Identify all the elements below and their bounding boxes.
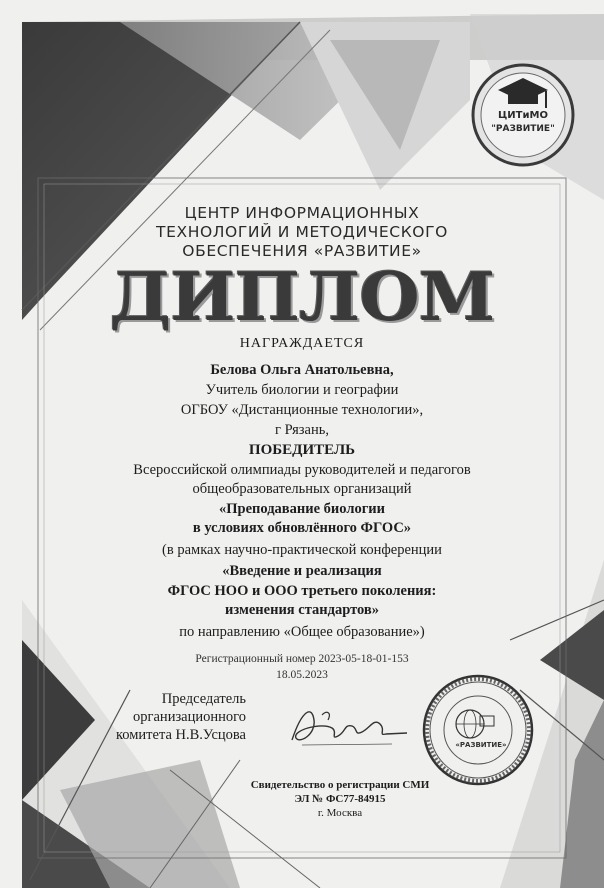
- logo-text-line2: "РАЗВИТИЕ": [491, 124, 555, 134]
- award-direction: по направлению «Общее образование»): [179, 624, 425, 640]
- award-topic-line2: в условиях обновлённого ФГОС»: [192, 520, 412, 536]
- signature: [282, 700, 412, 755]
- award-conf-line1: (в рамках научно-практической конференции: [162, 542, 442, 558]
- award-topic-line1: «Преподавание биологии: [219, 501, 385, 517]
- award-event-line2: общеобразовательных организаций: [192, 481, 412, 497]
- award-conf-line4: изменения стандартов»: [225, 602, 379, 618]
- award-conf-line2: «Введение и реализация: [222, 563, 382, 579]
- certificate-line1: Свидетельство о регистрации СМИ: [250, 779, 430, 791]
- logo-text-line1: ЦИТиМО: [498, 110, 548, 121]
- signatory-line2: организационного: [133, 709, 246, 725]
- award-rank: ПОБЕДИТЕЛЬ: [248, 442, 356, 458]
- stamp-center-text: «РАЗВИТИЕ»: [455, 741, 507, 749]
- signatory-block: [96, 690, 246, 744]
- recipient-city: г Рязань,: [275, 422, 329, 438]
- organization-line2: ТЕХНОЛОГИЙ И МЕТОДИЧЕСКОГО: [156, 223, 448, 241]
- registration-number: Регистрационный номер 2023-05-18-01-153: [195, 653, 409, 665]
- certificate-line3: г. Москва: [317, 807, 363, 819]
- official-stamp: [420, 672, 536, 788]
- organization-line3: ОБЕСПЕЧЕНИЯ «РАЗВИТИЕ»: [182, 242, 422, 260]
- diploma-title: ДИПЛОМ: [109, 258, 495, 336]
- award-conf-line3: ФГОС НОО и ООО третьего поколения:: [167, 583, 437, 599]
- awarded-label: НАГРАЖДАЕТСЯ: [239, 336, 365, 351]
- registration-date: 18.05.2023: [276, 669, 328, 681]
- certificate-line2: ЭЛ № ФС77-84915: [294, 793, 386, 805]
- award-event-line1: Всероссийской олимпиады руководителей и педагогов: [133, 462, 471, 478]
- recipient-name: Белова Ольга Анатольевна,: [210, 362, 394, 378]
- organization-line1: ЦЕНТР ИНФОРМАЦИОННЫХ: [184, 204, 420, 222]
- recipient-school: ОГБОУ «Дистанционные технологии»,: [180, 402, 424, 418]
- media-certificate: [230, 778, 450, 820]
- signatory-line1: Председатель: [161, 691, 246, 707]
- signatory-line3: комитета Н.В.Усцова: [115, 727, 246, 743]
- recipient-position: Учитель биологии и географии: [205, 382, 399, 398]
